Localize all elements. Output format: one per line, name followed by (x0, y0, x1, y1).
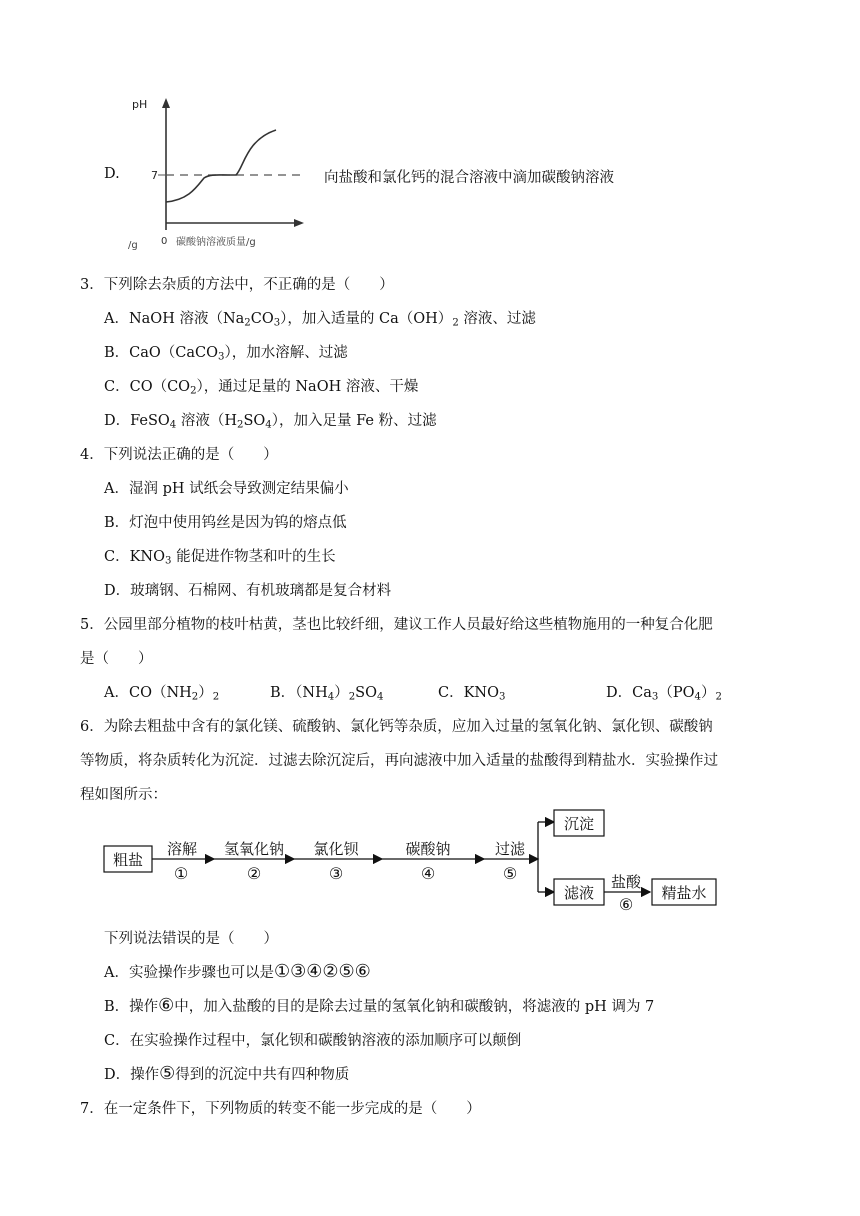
q6-option-d: D．操作⑤得到的沉淀中共有四种物质 (104, 1063, 350, 1084)
q5-option-c: C．$KNO_3$ (438, 685, 506, 703)
flow-diagram (98, 808, 738, 912)
q5-option-b: B．$(NH_4)_2SO_4$ (270, 685, 384, 703)
q6-option-a: A．实验操作步骤也可以是①③④②⑤⑥ (104, 961, 371, 982)
q6-stem-line1: 6．为除去粗盐中含有的氯化镁、硫酸钠、氯化钙等杂质，应加入过量的氢氧化钠、氯化钡、碳酸钠 (80, 719, 713, 735)
q6-sub-stem: 下列说法错误的是（ ） (104, 931, 278, 947)
option-d-label: D. (104, 166, 120, 182)
q6-stem-line3: 程如图所示： (80, 787, 167, 803)
graph-y-label: pH (132, 98, 148, 111)
q3-option-c: C．$CO(CO_2)$，通过足量的 NaOH 溶液、干燥 (104, 379, 419, 397)
ph-curve (166, 130, 276, 202)
flow-step3-num: ③ (328, 864, 344, 883)
q4-stem: 4．下列说法正确的是（ ） (80, 447, 278, 463)
q4-option-d: D．玻璃钢、石棉网、有机玻璃都是复合材料 (104, 583, 392, 599)
q5-stem-line2: 是（ ） (80, 651, 153, 667)
graph-stray-label: /g (128, 240, 138, 251)
graph-x-label: 碳酸钠溶液质量/g (176, 237, 256, 248)
ph-graph (118, 92, 318, 252)
flow-precipitate-label: 沉淀 (563, 815, 595, 833)
q4-option-a: A．湿润 pH 试纸会导致测定结果偏小 (104, 481, 349, 497)
q3-option-b: B．CaO（CaCO$_3$），加水溶解、过滤 (104, 345, 348, 363)
graph-origin: 0 (161, 236, 168, 247)
flow-step5-num: ⑤ (502, 864, 518, 883)
flow-step1-label: 溶解 (166, 840, 198, 858)
flow-step4-num: ④ (420, 864, 436, 883)
flow-acid-label: 盐酸 (610, 873, 642, 891)
flow-filtrate-label: 滤液 (563, 884, 595, 902)
q6-stem-line2: 等物质，将杂质转化为沉淀．过滤去除沉淀后，再向滤液中加入适量的盐酸得到精盐水．实验操作过 (80, 753, 718, 769)
graph-seven-label: 7 (151, 169, 158, 182)
q7-stem: 7．在一定条件下，下列物质的转变不能一步完成的是（ ） (80, 1101, 481, 1117)
q5-option-a: A．$CO(NH_2)_2$ (104, 685, 220, 703)
q5-stem-line1: 5．公园里部分植物的枝叶枯黄，茎也比较纤细，建议工作人员最好给这些植物施用的一种复合化肥 (80, 617, 713, 633)
flow-start-label: 粗盐 (112, 851, 144, 869)
flow-step2-label: 氢氧化钠 (223, 840, 285, 858)
q3-option-a: A．NaOH 溶液$(Na_2CO_3)$，加入适量的 $Ca(OH)_2$ 溶液、过滤 (104, 311, 536, 329)
q4-option-b: B．灯泡中使用钨丝是因为钨的熔点低 (104, 515, 347, 531)
flow-step5-label: 过滤 (494, 840, 526, 858)
q4-option-c: C．$KNO_3$ 能促进作物茎和叶的生长 (104, 549, 336, 567)
flow-step4-label: 碳酸钠 (405, 840, 451, 858)
q3-option-d: D．FeSO$_4$ 溶液$(H_2SO_4)$，加入足量 Fe 粉、过滤 (104, 413, 437, 431)
q6-option-c: C．在实验操作过程中，氯化钡和碳酸钠溶液的添加顺序可以颠倒 (104, 1033, 522, 1049)
flow-acid-num: ⑥ (618, 895, 634, 912)
flow-step2-num: ② (246, 864, 262, 883)
q6-option-b: B．操作⑥中，加入盐酸的目的是除去过量的氢氧化钠和碳酸钠，将滤液的 pH 调为 7 (104, 995, 655, 1016)
option-d-description: 向盐酸和氯化钙的混合溶液中滴加碳酸钠溶液 (324, 170, 614, 186)
q3-stem: 3．下列除去杂质的方法中，不正确的是（ ） (80, 277, 394, 293)
flow-step3-label: 氯化钡 (313, 840, 359, 858)
flow-step1-num: ① (173, 864, 189, 883)
q5-option-d: D．$Ca_3(PO_4)_2$ (606, 685, 722, 703)
flow-end-label: 精盐水 (661, 884, 707, 902)
